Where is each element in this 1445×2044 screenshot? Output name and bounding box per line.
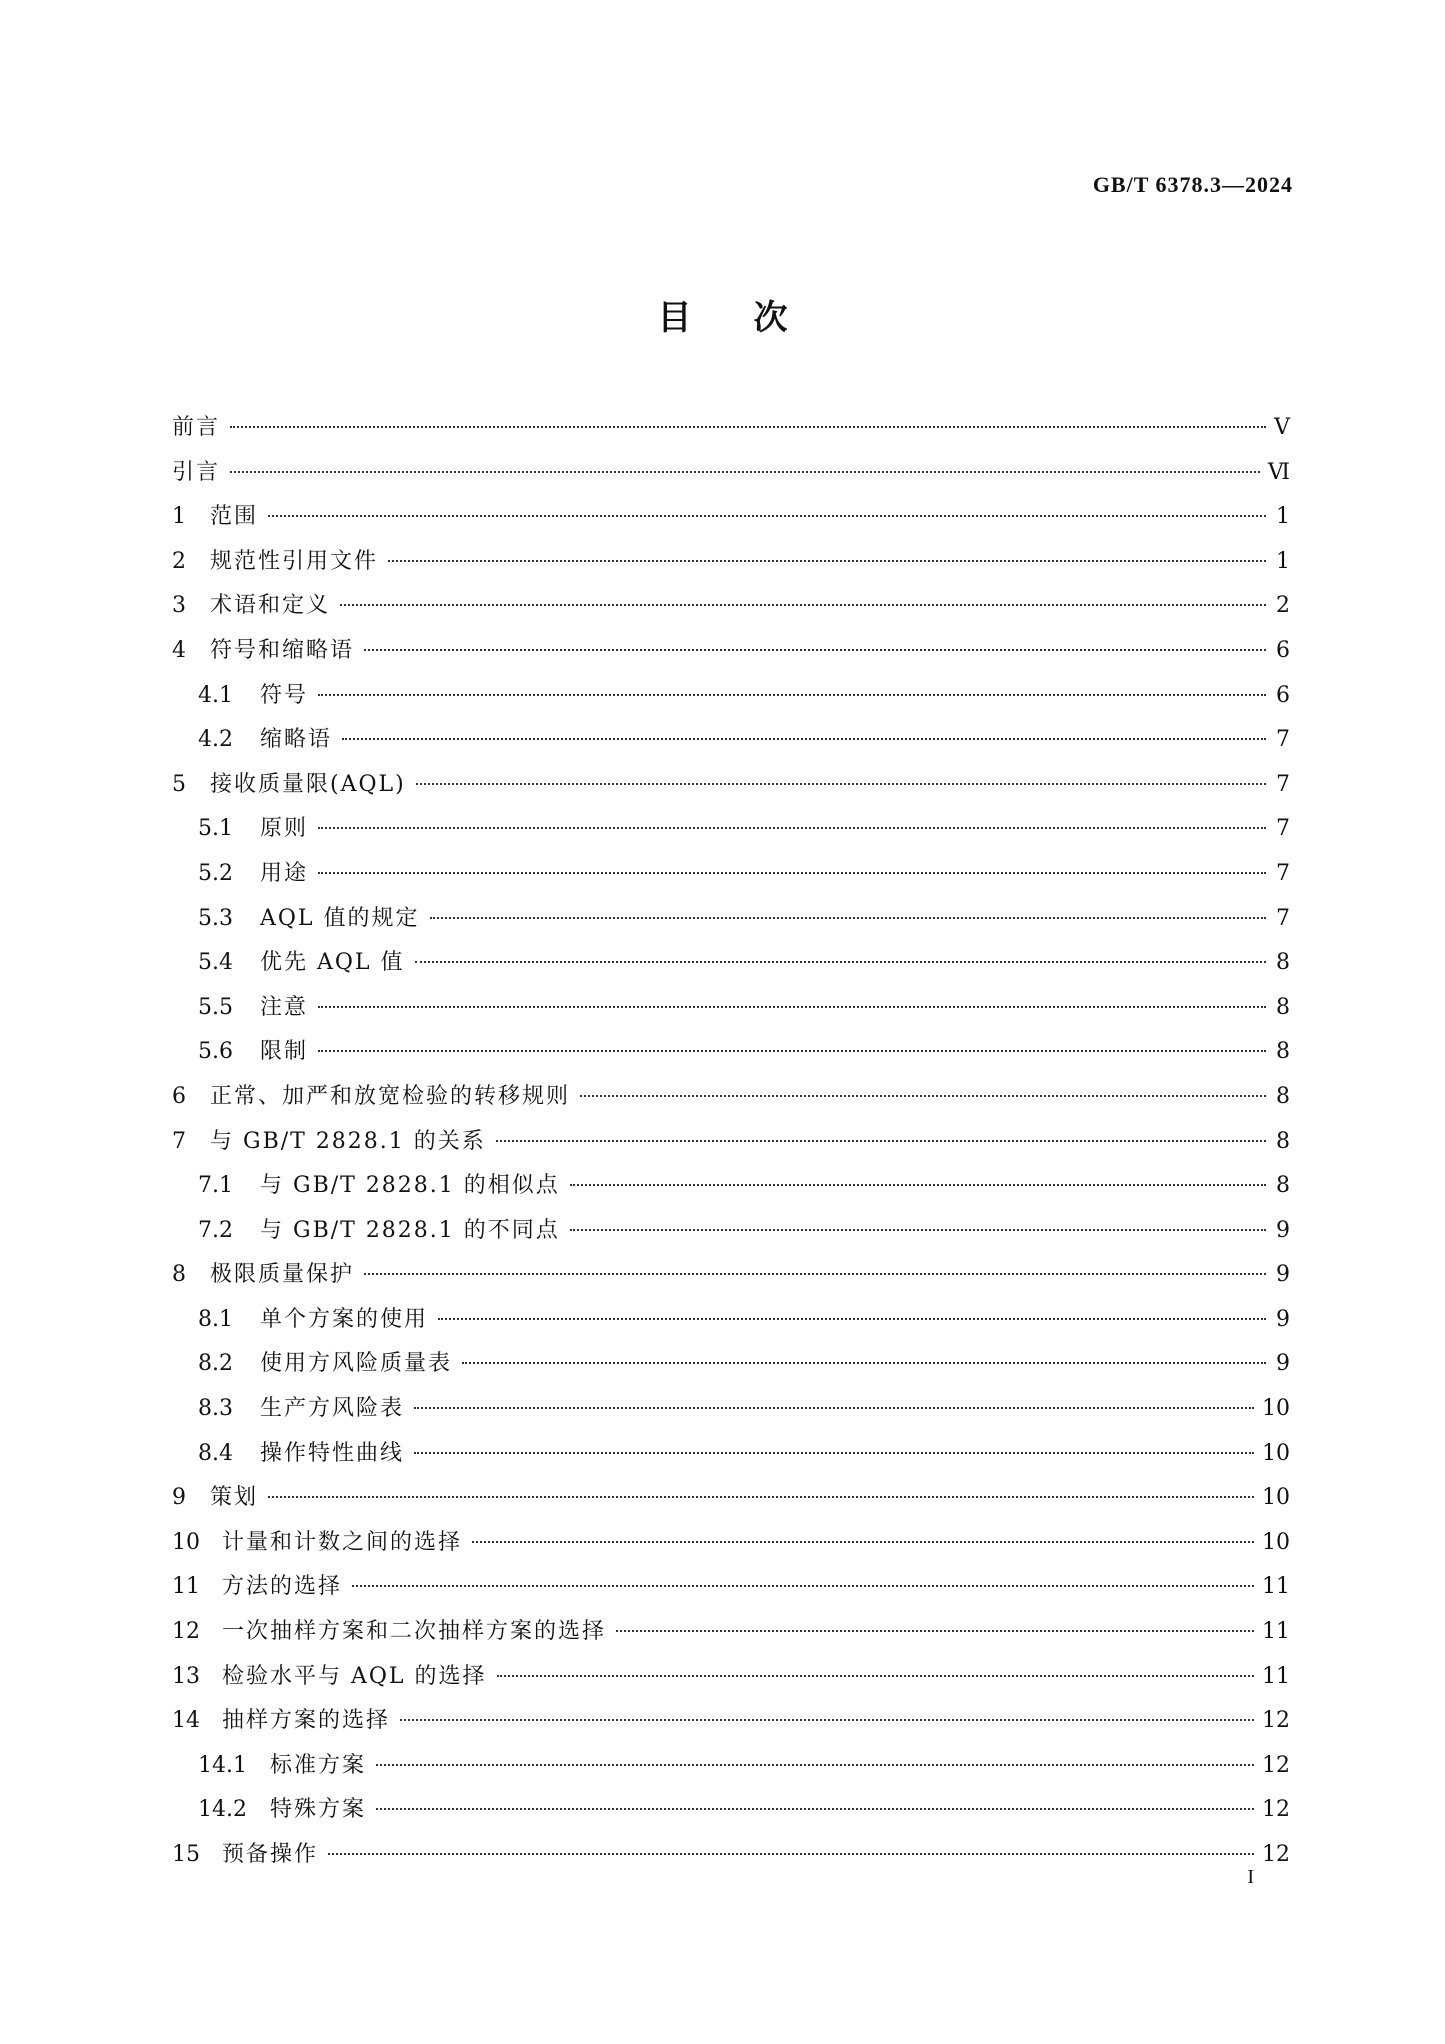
toc-entry-title: 范围 bbox=[210, 504, 259, 530]
toc-entry[interactable] bbox=[172, 990, 1290, 1035]
toc-entry-page: 7 bbox=[1276, 816, 1290, 842]
toc-entry-number: 7.1 bbox=[198, 1173, 233, 1199]
toc-entry[interactable] bbox=[172, 1703, 1290, 1748]
toc-entry-title: 抽样方案的选择 bbox=[222, 1708, 391, 1734]
toc-entry-number: 12 bbox=[172, 1619, 200, 1645]
toc-entry-title: 接收质量限(AQL) bbox=[210, 771, 406, 797]
dot-leader bbox=[342, 738, 1266, 740]
toc-entry[interactable] bbox=[172, 1748, 1290, 1793]
toc-entry-number: 4.2 bbox=[198, 727, 233, 753]
dot-leader bbox=[230, 426, 1266, 428]
dot-leader bbox=[388, 560, 1266, 562]
toc-entry-page: 11 bbox=[1262, 1619, 1290, 1645]
toc-entry-page: Ⅴ bbox=[1274, 415, 1290, 440]
toc-entry[interactable] bbox=[172, 722, 1290, 767]
toc-entry[interactable] bbox=[172, 856, 1290, 901]
toc-entry-number: 6 bbox=[172, 1083, 186, 1109]
dot-leader bbox=[268, 515, 1266, 517]
dot-leader bbox=[580, 1095, 1266, 1097]
dot-leader bbox=[414, 1407, 1254, 1409]
toc-entry-number: 5.5 bbox=[198, 994, 233, 1020]
toc-entry-number: 14.1 bbox=[198, 1752, 247, 1778]
dot-leader bbox=[416, 783, 1266, 785]
toc-entry[interactable] bbox=[172, 588, 1290, 633]
toc-entry-page: 8 bbox=[1276, 950, 1290, 976]
toc-entry-title: 优先 AQL 值 bbox=[260, 950, 405, 976]
toc-entry-title: 一次抽样方案和二次抽样方案的选择 bbox=[222, 1619, 607, 1645]
toc-entry[interactable] bbox=[172, 1124, 1290, 1169]
toc-entry[interactable] bbox=[172, 1257, 1290, 1302]
toc-entry-page: 6 bbox=[1276, 682, 1290, 708]
toc-entry-title: 单个方案的使用 bbox=[260, 1306, 429, 1332]
toc-entry-title: 原则 bbox=[260, 816, 309, 842]
toc-entry[interactable] bbox=[172, 1525, 1290, 1570]
toc-entry[interactable] bbox=[172, 1302, 1290, 1347]
toc-entry-number: 13 bbox=[172, 1663, 200, 1689]
toc-entry-title: 引言 bbox=[172, 459, 221, 485]
toc-entry[interactable] bbox=[172, 1168, 1290, 1213]
dot-leader bbox=[318, 827, 1266, 829]
toc-entry-page: 8 bbox=[1276, 1039, 1290, 1065]
toc-entry[interactable] bbox=[172, 455, 1290, 500]
toc-entry-title: 操作特性曲线 bbox=[260, 1440, 405, 1466]
toc-entry-page: 2 bbox=[1276, 593, 1290, 619]
toc-entry-page: 12 bbox=[1262, 1842, 1290, 1867]
toc-entry-page: 12 bbox=[1262, 1752, 1290, 1778]
toc-entry-page: Ⅵ bbox=[1267, 459, 1290, 485]
toc-entry-page: 6 bbox=[1276, 637, 1290, 663]
toc-entry-page: 10 bbox=[1262, 1485, 1290, 1511]
dot-leader bbox=[414, 1452, 1254, 1454]
toc-entry-title: AQL 值的规定 bbox=[260, 905, 420, 931]
dot-leader bbox=[230, 471, 1260, 473]
toc-entry-number: 5.6 bbox=[198, 1039, 233, 1065]
toc-title: 目次 bbox=[657, 298, 850, 338]
dot-leader bbox=[364, 649, 1266, 651]
dot-leader bbox=[318, 1006, 1266, 1008]
dot-leader bbox=[570, 1229, 1266, 1231]
dot-leader bbox=[376, 1808, 1254, 1810]
dot-leader bbox=[616, 1630, 1254, 1632]
toc-entry[interactable] bbox=[172, 544, 1290, 589]
toc-entry-title: 注意 bbox=[260, 994, 309, 1020]
dot-leader bbox=[318, 872, 1266, 874]
dot-leader bbox=[430, 917, 1266, 919]
toc-entry-number: 8 bbox=[172, 1262, 186, 1288]
toc-entry-title: 预备操作 bbox=[222, 1842, 319, 1867]
dot-leader bbox=[415, 961, 1266, 963]
toc-entry[interactable] bbox=[172, 1614, 1290, 1659]
toc-entry-page: 9 bbox=[1276, 1351, 1290, 1377]
toc-entry-title: 策划 bbox=[210, 1485, 259, 1511]
toc-entry-page: 12 bbox=[1262, 1708, 1290, 1734]
toc-entry-number: 1 bbox=[172, 504, 186, 530]
toc-entry-number: 5.1 bbox=[198, 816, 233, 842]
toc-entry-title: 缩略语 bbox=[260, 727, 333, 753]
page-number: I bbox=[1247, 1866, 1254, 1888]
toc-entry-title: 前言 bbox=[172, 415, 221, 440]
toc-entry[interactable] bbox=[172, 1569, 1290, 1614]
toc-entry-title: 方法的选择 bbox=[222, 1574, 343, 1600]
toc-entry-number: 14 bbox=[172, 1708, 200, 1734]
toc-entry-number: 7.2 bbox=[198, 1217, 233, 1243]
dot-leader bbox=[400, 1719, 1254, 1721]
toc-entry-title: 与 GB/T 2828.1 的不同点 bbox=[260, 1217, 560, 1243]
toc-entry-title: 符号和缩略语 bbox=[210, 637, 355, 663]
toc-entry-page: 12 bbox=[1262, 1797, 1290, 1823]
toc-entry-page: 7 bbox=[1276, 860, 1290, 886]
toc-entry-page: 10 bbox=[1262, 1440, 1290, 1466]
toc-entry[interactable] bbox=[172, 678, 1290, 723]
toc-entry-title: 与 GB/T 2828.1 的关系 bbox=[210, 1128, 486, 1154]
toc-entry[interactable] bbox=[172, 633, 1290, 678]
toc-entry-page: 11 bbox=[1262, 1663, 1290, 1689]
dot-leader bbox=[268, 1496, 1254, 1498]
toc-entry-page: 7 bbox=[1276, 771, 1290, 797]
toc-entry-number: 5.4 bbox=[198, 950, 233, 976]
toc-entry-number: 8.4 bbox=[198, 1440, 233, 1466]
toc-entry-page: 10 bbox=[1262, 1529, 1290, 1555]
toc-entry[interactable] bbox=[172, 811, 1290, 856]
toc-entry-title: 计量和计数之间的选择 bbox=[222, 1529, 463, 1555]
toc-entry[interactable] bbox=[172, 410, 1290, 455]
toc-entry-page: 9 bbox=[1276, 1262, 1290, 1288]
toc-entry-title: 极限质量保护 bbox=[210, 1262, 355, 1288]
toc-entry-title: 检验水平与 AQL 的选择 bbox=[222, 1663, 487, 1689]
toc-entry-page: 9 bbox=[1276, 1217, 1290, 1243]
table-of-contents bbox=[172, 410, 1290, 1882]
toc-entry[interactable] bbox=[172, 945, 1290, 990]
toc-entry-page: 1 bbox=[1276, 548, 1290, 574]
toc-entry-title: 与 GB/T 2828.1 的相似点 bbox=[260, 1173, 560, 1199]
standard-code: GB/T 6378.3—2024 bbox=[1092, 172, 1293, 197]
toc-entry-page: 8 bbox=[1276, 1128, 1290, 1154]
toc-entry-page: 8 bbox=[1276, 994, 1290, 1020]
toc-entry[interactable] bbox=[172, 1436, 1290, 1481]
dot-leader bbox=[496, 1140, 1266, 1142]
toc-entry-title: 标准方案 bbox=[270, 1752, 367, 1778]
toc-entry-number: 14.2 bbox=[198, 1797, 247, 1823]
dot-leader bbox=[318, 694, 1266, 696]
dot-leader bbox=[462, 1362, 1266, 1364]
toc-entry-number: 8.1 bbox=[198, 1306, 233, 1332]
toc-entry-title: 正常、加严和放宽检验的转移规则 bbox=[210, 1083, 571, 1109]
dot-leader bbox=[438, 1318, 1266, 1320]
dot-leader bbox=[340, 604, 1266, 606]
toc-entry-title: 规范性引用文件 bbox=[210, 548, 379, 574]
toc-entry-title: 使用方风险质量表 bbox=[260, 1351, 453, 1377]
toc-entry[interactable] bbox=[172, 499, 1290, 544]
toc-entry[interactable] bbox=[172, 901, 1290, 946]
toc-entry-page: 7 bbox=[1276, 727, 1290, 753]
toc-entry-number: 8.2 bbox=[198, 1351, 233, 1377]
toc-entry-title: 用途 bbox=[260, 860, 309, 886]
toc-entry[interactable] bbox=[172, 1213, 1290, 1258]
dot-leader bbox=[328, 1853, 1254, 1855]
toc-entry-title: 特殊方案 bbox=[270, 1797, 367, 1823]
toc-entry-number: 11 bbox=[172, 1574, 200, 1600]
toc-entry[interactable] bbox=[172, 1034, 1290, 1079]
toc-entry[interactable] bbox=[172, 1079, 1290, 1124]
toc-entry-page: 7 bbox=[1276, 905, 1290, 931]
toc-entry-title: 符号 bbox=[260, 682, 309, 708]
dot-leader bbox=[352, 1585, 1254, 1587]
toc-entry[interactable] bbox=[172, 767, 1290, 812]
dot-leader bbox=[364, 1273, 1266, 1275]
dot-leader bbox=[376, 1764, 1254, 1766]
toc-entry[interactable] bbox=[172, 1346, 1290, 1391]
toc-entry-page: 8 bbox=[1276, 1083, 1290, 1109]
toc-entry[interactable] bbox=[172, 1659, 1290, 1704]
toc-entry-page: 10 bbox=[1262, 1396, 1290, 1422]
toc-entry-number: 15 bbox=[172, 1842, 200, 1867]
toc-entry-title: 术语和定义 bbox=[210, 593, 331, 619]
toc-entry-title: 生产方风险表 bbox=[260, 1396, 405, 1422]
toc-entry-number: 10 bbox=[172, 1529, 200, 1555]
toc-entry-page: 8 bbox=[1276, 1173, 1290, 1199]
toc-entry[interactable] bbox=[172, 1837, 1290, 1882]
toc-entry-number: 7 bbox=[172, 1128, 186, 1154]
dot-leader bbox=[472, 1541, 1254, 1543]
toc-entry-page: 11 bbox=[1262, 1574, 1290, 1600]
toc-entry-number: 5.2 bbox=[198, 860, 233, 886]
toc-entry-number: 4 bbox=[172, 637, 186, 663]
toc-entry-page: 9 bbox=[1276, 1306, 1290, 1332]
dot-leader bbox=[497, 1675, 1254, 1677]
toc-entry-page: 1 bbox=[1276, 504, 1290, 530]
dot-leader bbox=[570, 1184, 1266, 1186]
dot-leader bbox=[318, 1050, 1266, 1052]
toc-entry-number: 5 bbox=[172, 771, 186, 797]
toc-entry-number: 8.3 bbox=[198, 1396, 233, 1422]
toc-entry-title: 限制 bbox=[260, 1039, 309, 1065]
toc-entry-number: 4.1 bbox=[198, 682, 233, 708]
toc-entry[interactable] bbox=[172, 1391, 1290, 1436]
toc-entry-number: 2 bbox=[172, 548, 186, 574]
toc-entry[interactable] bbox=[172, 1480, 1290, 1525]
toc-entry-number: 5.3 bbox=[198, 905, 233, 931]
toc-entry-number: 9 bbox=[172, 1485, 186, 1511]
toc-entry-number: 3 bbox=[172, 593, 186, 619]
toc-entry[interactable] bbox=[172, 1792, 1290, 1837]
